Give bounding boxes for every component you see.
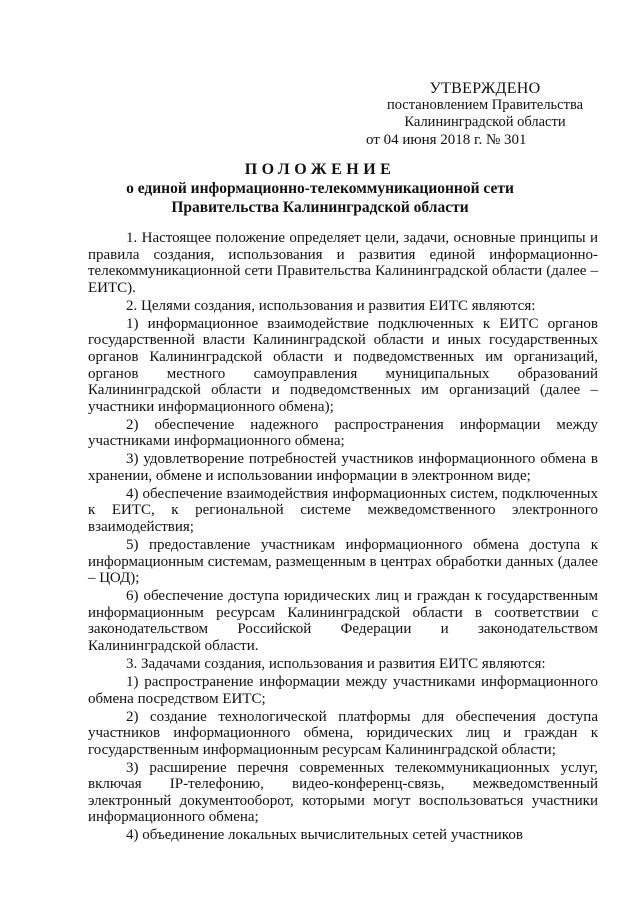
- paragraph: 2) обеспечение надежного распространения информации между участниками информационного обмена;: [88, 416, 598, 450]
- paragraph: 1) распространение информации между участниками информационного обмена посредством ЕИТС;: [88, 673, 598, 707]
- document-subtitle: Правительства Калининградской области: [171, 199, 469, 216]
- document-body: [88, 230, 598, 845]
- document-title: ПОЛОЖЕНИЕ: [244, 161, 396, 178]
- paragraph: 2. Целями создания, использования и развития ЕИТС являются:: [126, 297, 536, 314]
- paragraph: 3. Задачами создания, использования и развития ЕИТС являются:: [126, 655, 546, 672]
- approval-line: Калининградской области: [404, 114, 566, 130]
- approval-title: УТВЕРЖДЕНО: [429, 80, 541, 97]
- paragraph: 3) расширение перечня современных телекоммуникационных услуг, включая IP-телефонию, видео-конференц-связь, межведомственный электронный документооборот, которыми могут воспользоваться участники информационного обмена;: [88, 759, 598, 826]
- approval-date: от 04 июня 2018 г. № 301: [366, 132, 527, 148]
- paragraph: 1) информационное взаимодействие подключенных к ЕИТС органов государственной власти Калининградской области и иных государственных органов Калининградской области и подведомственных им организаций, органов местного самоуправления муниципальных образований Калининградской области и подведомственных им организаций (далее – участники информационного обмена);: [88, 315, 598, 415]
- paragraph: 2) создание технологической платформы для обеспечения доступа участников информационного обмена, юридических лиц и граждан к государственным информационным ресурсам Калининградской области;: [88, 708, 598, 758]
- approval-stamp: [360, 80, 610, 149]
- paragraph: 6) обеспечение доступа юридических лиц и граждан к государственным информационным ресурсам Калининградской области в соответствии с законодательством Российской Федерации и законодательством Калининградской области.: [88, 588, 598, 654]
- paragraph: 5) предоставление участникам информационного обмена доступа к информационным системам, размещенным в центрах обработки данных (далее – ЦОД);: [88, 537, 598, 587]
- paragraph: 3) удовлетворение потребностей участников информационного обмена в хранении, обмене и использовании информации в электронном виде;: [88, 451, 598, 484]
- paragraph: 4) объединение локальных вычислительных сетей участников: [126, 827, 523, 844]
- document-subtitle: о единой информационно-телекоммуникационной сети: [126, 180, 514, 197]
- approval-line: постановлением Правительства: [386, 97, 584, 113]
- document-title-block: [0, 160, 640, 217]
- paragraph: 1. Настоящее положение определяет цели, задачи, основные принципы и правила создания, использования и развития единой информационно-телекоммуникационной сети Правительства Калининградской области (далее – ЕИТС).: [88, 230, 598, 296]
- paragraph: 4) обеспечение взаимодействия информационных систем, подключенных к ЕИТС, к региональной системе межведомственного электронного взаимодействия;: [88, 485, 598, 536]
